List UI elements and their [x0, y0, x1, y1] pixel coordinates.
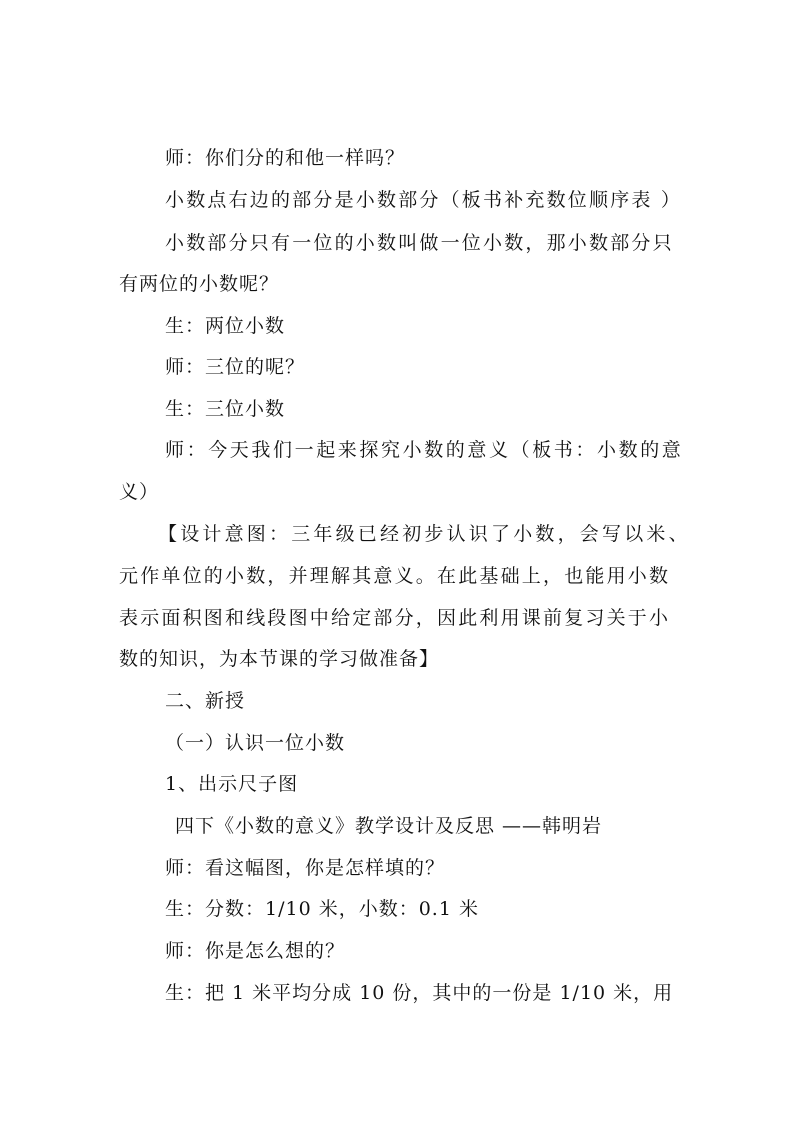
text-line-9: 义）	[119, 481, 160, 503]
text-line-8: 师：今天我们一起来探究小数的意义（板书：小数的意	[165, 439, 684, 461]
text-line-6: 师：三位的呢？	[165, 356, 306, 378]
text-line-3: 小数部分只有一位的小数叫做一位小数，那小数部分只	[165, 232, 674, 254]
text-line-14: 二、新授	[165, 690, 246, 712]
text-line-20: 师：你是怎么想的？	[165, 940, 346, 962]
text-line-13: 数的知识，为本节课的学习做准备】	[119, 648, 440, 670]
text-line-19: 生：分数：1/10 米，小数：0.1 米	[165, 898, 479, 920]
text-line-10: 【设计意图：三年级已经初步认识了小数，会写以米、	[158, 523, 691, 545]
text-line-1: 师：你们分的和他一样吗？	[165, 147, 406, 169]
text-line-18: 师：看这幅图，你是怎样填的？	[165, 857, 446, 879]
text-line-7: 生：三位小数	[165, 398, 286, 420]
text-line-4: 有两位的小数呢？	[119, 273, 280, 295]
text-line-15: （一）认识一位小数	[165, 732, 346, 754]
text-line-11: 元作单位的小数，并理解其意义。在此基础上，也能用小数	[119, 565, 671, 587]
text-line-21: 生：把 1 米平均分成 10 份，其中的一份是 1/10 米，用	[165, 982, 674, 1004]
text-line-16: 1、出示尺子图	[165, 773, 299, 795]
text-line-12: 表示面积图和线段图中给定部分，因此利用课前复习关于小	[119, 607, 671, 629]
text-line-17: 四下《小数的意义》教学设计及反思 ——韩明岩	[175, 815, 603, 837]
text-line-5: 生：两位小数	[165, 315, 286, 337]
text-line-2: 小数点右边的部分是小数部分（板书补充数位顺序表 ）	[165, 189, 683, 211]
